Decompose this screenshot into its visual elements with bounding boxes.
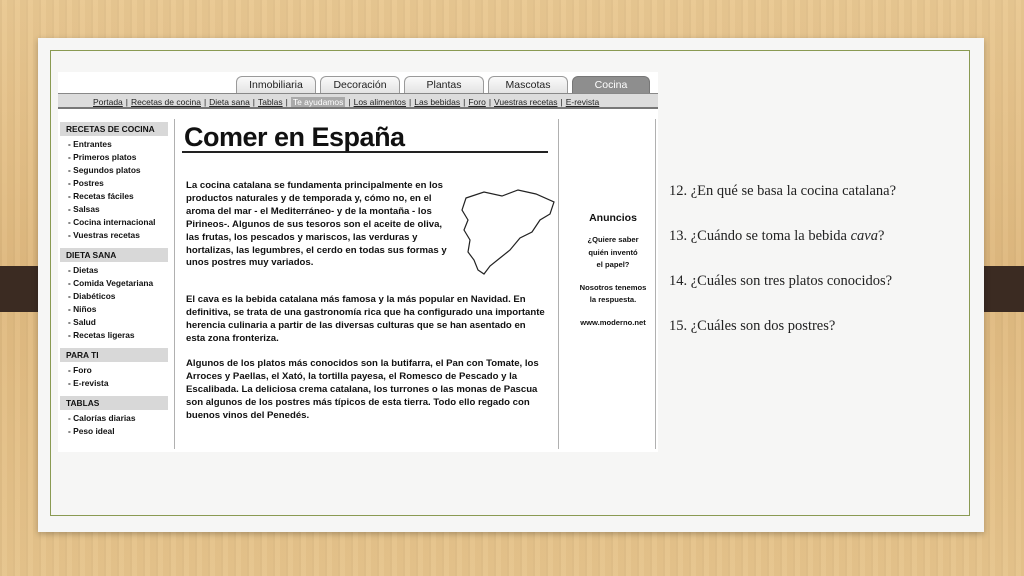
ad-text: el papel? bbox=[596, 260, 630, 269]
sidebar-link[interactable]: - Peso ideal bbox=[68, 426, 115, 436]
sidebar-link[interactable]: - Entrantes bbox=[68, 139, 112, 149]
article-paragraph: La cocina catalana se fundamenta principalmente en los productos naturales y de temporada y, cómo no, en el aroma del mar - el Mediterráneo- y de la montaña - los Pirineos-. Algunos de sus tesoros son el aceite de oliva, las frutas, los pescados y mariscos, las verduras y hortalizas, las legumbres, el cerdo en todas sus formas y unos postres muy variados. bbox=[186, 180, 447, 269]
sidebar-link[interactable]: - E-revista bbox=[68, 378, 109, 388]
tab-plantas[interactable]: Plantas bbox=[404, 76, 484, 94]
sidebar-link[interactable]: - Segundos platos bbox=[68, 165, 141, 175]
sidebar-section-title: TABLAS bbox=[60, 396, 168, 410]
nav-bar: Portada | Recetas de cocina | Dieta sana | Tablas | Te ayudamos | Los alimentos | Las bebidas | Foro | Vuestras recetas | E-revista bbox=[58, 93, 658, 109]
nav-link-recetas[interactable]: Recetas de cocina bbox=[131, 97, 201, 107]
tab-inmobiliaria[interactable]: Inmobiliaria bbox=[236, 76, 316, 94]
sidebar-link[interactable]: - Diabéticos bbox=[68, 291, 116, 301]
question-list bbox=[669, 182, 979, 362]
left-sidebar bbox=[60, 122, 168, 444]
article-paragraph: El cava es la bebida catalana más famosa y la más popular en Navidad. En definitiva, se trata de una gastronomía rica que ha configurado una importante herencia culinaria a partir de las diversas culturas que se han asentado en esta zona fronteriza. bbox=[186, 294, 545, 344]
tab-cocina[interactable]: Cocina bbox=[572, 76, 650, 94]
column-divider bbox=[174, 119, 175, 449]
nav-link-dieta-sana[interactable]: Dieta sana bbox=[209, 97, 250, 107]
tab-mascotas[interactable]: Mascotas bbox=[488, 76, 568, 94]
ad-spacer bbox=[570, 307, 656, 317]
sidebar-section-dieta bbox=[60, 248, 168, 342]
nav-link-foro[interactable]: Foro bbox=[468, 97, 486, 107]
web-screenshot bbox=[58, 72, 658, 452]
ad-text: ¿Quiere saber bbox=[587, 235, 639, 244]
ad-text: quién inventó bbox=[588, 247, 638, 257]
question-13: 13. ¿Cuándo se toma la bebida cava? bbox=[669, 228, 885, 244]
sidebar-link[interactable]: - Comida Vegetariana bbox=[68, 278, 154, 288]
sidebar-link[interactable]: - Salsas bbox=[68, 204, 100, 214]
nav-link-tablas[interactable]: Tablas bbox=[258, 97, 283, 107]
ads-title: Anuncios bbox=[589, 212, 637, 224]
sidebar-section-tablas bbox=[60, 396, 168, 438]
question-12: 12. ¿En qué se basa la cocina catalana? bbox=[669, 183, 897, 199]
tab-decoracion[interactable]: Decoración bbox=[320, 76, 400, 94]
category-tabs bbox=[236, 76, 650, 94]
article-paragraph: Algunos de los platos más conocidos son la butifarra, el Pan con Tomate, los Arroces y Paellas, el Xató, la tortilla payesa, el Romesco de Pescado y la Escalibada. La deliciosa crema catalana, los turrones o las monas de Pascua son algunos de los postres más típicos de esta tierra. Todo ello regado con buenos vinos del Penedés. bbox=[186, 358, 539, 421]
sidebar-link[interactable]: - Foro bbox=[68, 365, 92, 375]
catalonia-map-icon bbox=[444, 180, 562, 280]
question-15: 15. ¿Cuáles son dos postres? bbox=[669, 318, 836, 334]
nav-link-portada[interactable]: Portada bbox=[93, 97, 123, 107]
ad-text: Nosotros tenemos bbox=[579, 282, 647, 292]
sidebar-section-recetas bbox=[60, 122, 168, 242]
nav-link-alimentos[interactable]: Los alimentos bbox=[353, 97, 407, 107]
sidebar-link[interactable]: - Primeros platos bbox=[68, 152, 137, 162]
article bbox=[182, 122, 554, 421]
column-divider bbox=[558, 119, 559, 449]
sidebar-link[interactable]: - Calorías diarias bbox=[68, 413, 136, 423]
sidebar-section-title: PARA TI bbox=[60, 348, 168, 362]
sidebar-link[interactable]: - Niños bbox=[68, 304, 97, 314]
question-14: 14. ¿Cuáles son tres platos conocidos? bbox=[669, 273, 893, 289]
slide bbox=[38, 38, 984, 532]
ad-spacer bbox=[570, 272, 656, 282]
sidebar-section-para-ti bbox=[60, 348, 168, 390]
nav-link-erevista[interactable]: E-revista bbox=[565, 97, 600, 107]
ads-column bbox=[570, 122, 656, 329]
nav-link-bebidas[interactable]: Las bebidas bbox=[414, 97, 461, 107]
nav-link-te-ayudamos[interactable]: Te ayudamos bbox=[292, 97, 344, 107]
sidebar-link[interactable]: - Recetas ligeras bbox=[68, 330, 135, 340]
ad-text: la respuesta. bbox=[589, 295, 637, 304]
sidebar-link[interactable]: - Dietas bbox=[68, 265, 99, 275]
sidebar-link[interactable]: - Postres bbox=[68, 178, 104, 188]
sidebar-link[interactable]: - Vuestras recetas bbox=[68, 230, 140, 240]
sidebar-link[interactable]: - Cocina internacional bbox=[68, 217, 156, 227]
nav-link-vuestras-recetas[interactable]: Vuestras recetas bbox=[494, 97, 558, 107]
article-title: Comer en España bbox=[184, 122, 405, 152]
ad-link[interactable]: www.moderno.net bbox=[580, 317, 646, 327]
sidebar-link[interactable]: - Recetas fáciles bbox=[68, 191, 134, 201]
sidebar-link[interactable]: - Salud bbox=[68, 317, 96, 327]
sidebar-section-title: DIETA SANA bbox=[60, 248, 168, 262]
sidebar-section-title: RECETAS DE COCINA bbox=[60, 122, 168, 136]
